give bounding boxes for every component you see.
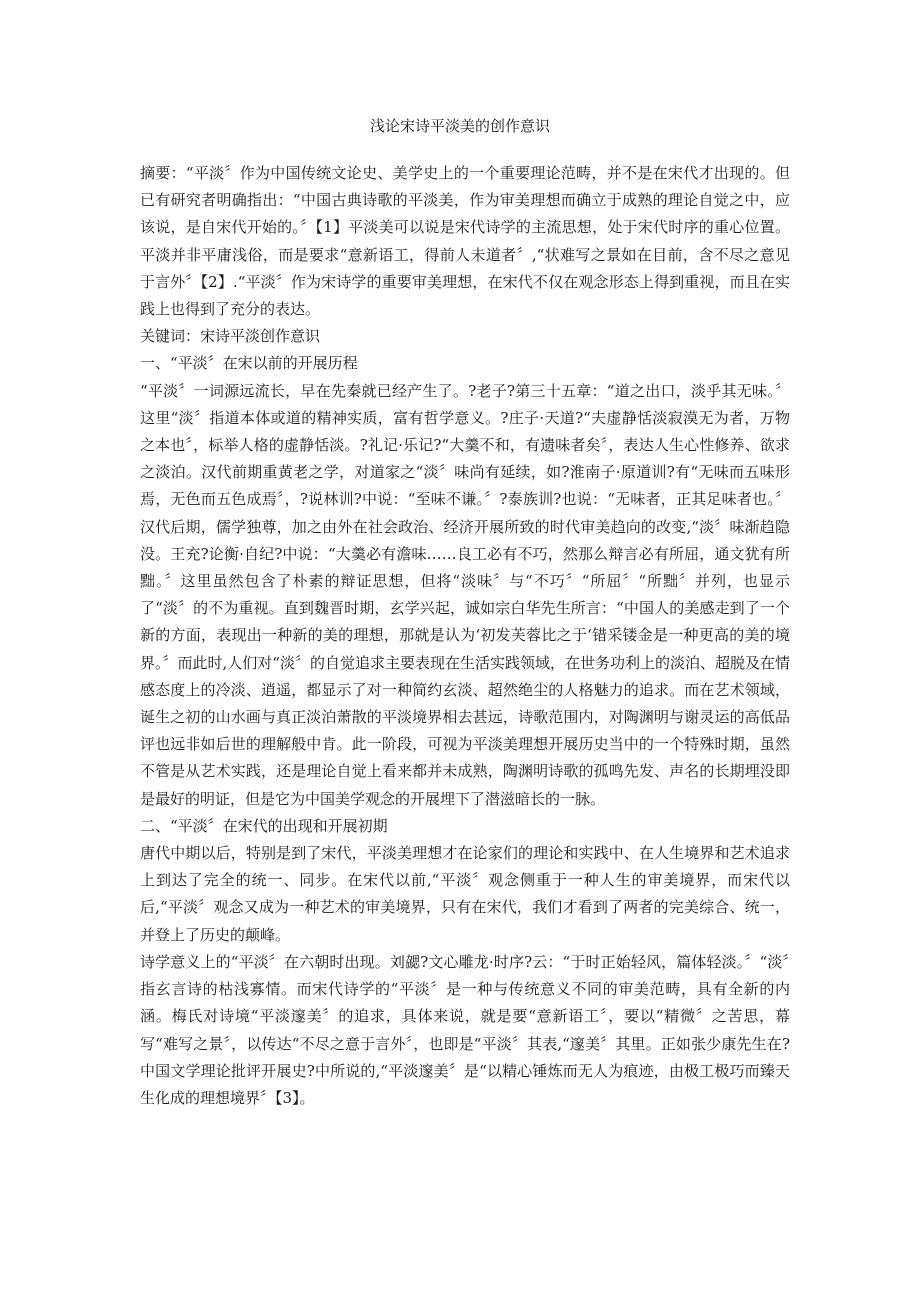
section-heading-2: 二、“平淡〞在宋代的出现和开展初期 — [140, 816, 388, 835]
section-2-paragraph-2: 诗学意义上的“平淡〞在六朝时出现。刘勰?文心雕龙·时序?云：“于时正始轻风，篇体轻淡。〞“淡〞指玄言诗的枯浅寡情。而宋代诗学的“平淡〞是一种与传统意义不同的审美范畴，具有全新的内涵。梅氏对诗境“平淡邃美〞的追求，具体来说，就是要“意新语工〞，要以“精微〞之苦思，幕写“难写之景〞，以传达“不尽之意于言外〞，也即是“平淡〞其表,“邃美〞其里。正如张少康先生在?中国文学理论批评开展史?中所说的,“平淡邃美〞是“以精心锤炼而无人为痕迹，由极工极巧而臻天生化成的理想境界〞【3】。 — [140, 952, 790, 1107]
document-body — [140, 160, 790, 1112]
section-2-paragraph-1: 唐代中期以后，特别是到了宋代，平淡美理想才在论家们的理论和实践中、在人生境界和艺术追求上到达了完全的统一、同步。在宋代以前,“平淡〞观念侧重于一种人生的审美境界，而宋代以后,“平淡〞观念又成为一种艺术的审美境界，只有在宋代，我们才看到了两者的完美综合、统一，并登上了历史的颠峰。 — [140, 844, 790, 944]
keywords-line: 关键词：宋诗平淡创作意识 — [140, 327, 321, 346]
abstract-paragraph: 摘要：“平淡〞作为中国传统文论史、美学史上的一个重要理论范畴，并不是在宋代才出现的。但已有研究者明确指出：“中国古典诗歌的平淡美，作为审美理想而确立于成熟的理论自觉之中，应该说，是自宋代开始的。〞【1】平淡美可以说是宋代诗学的主流思想，处于宋代时序的重心位置。平淡并非平庸浅俗，而是要求“意新语工，得前人未道者〞,“状难写之景如在目前，含不尽之意见于言外〞【2】.“平淡〞作为宋诗学的重要审美理想，在宋代不仅在观念形态上得到重视，而且在实践上也得到了充分的表达。 — [140, 164, 790, 319]
section-1-paragraph: “平淡〞一词源远流长，早在先秦就已经产生了。?老子?第三十五章：“道之出口，淡乎其无味。〞这里“淡〞指道本体或道的精神实质，富有哲学意义。?庄子·天道?“夫虚静恬淡寂漠无为者，万物之本也〞，标举人格的虚静恬淡。?礼记·乐记?“大羹不和，有遗味者矣〞，表达人生心性修养、欲求之淡泊。汉代前期重黄老之学，对道家之“淡〞味尚有延续，如?淮南子·原道训?有“无味而五味形焉，无色而五色成焉〞，?说林训?中说：“至味不谦。〞?泰族训?也说：“无味者，正其足味者也。〞汉代后期，儒学独尊，加之由外在社会政治、经济开展所致的时代审美趋向的改变,“淡〞味渐趋隐没。王充?论衡·自纪?中说：“大羹必有澹味……良工必有不巧，然那么辩言必有所屈，通文犹有所黜。〞这里虽然包含了朴素的辩证思想，但将“淡味〞与“不巧〞“所屈〞“所黜〞并列，也显示了“淡〞的不为重视。直到魏晋时期，玄学兴起，诚如宗白华先生所言：“中国人的美感走到了一个新的方面，表现出一种新的美的理想，那就是认为‘初发芙蓉比之于‘错采镂金是一种更高的美的境界。〞而此时,人们对“淡〞的自觉追求主要表现在生活实践领域，在世务功利上的淡泊、超脱及在情感态度上的冷淡、逍遥，都显示了对一种简约玄淡、超然绝尘的人格魅力的追求。而在艺术领域，诞生之初的山水画与真正淡泊萧散的平淡境界相去甚远，诗歌范围内，对陶渊明与谢灵运的高低品评也远非如后世的理解般中肯。此一阶段，可视为平淡美理想开展历史当中的一个特殊时期，虽然不管是从艺术实践，还是理论自觉上看来都并未成熟，陶渊明诗歌的孤鸣先发、声名的长期埋没即是最好的明证，但是它为中国美学观念的开展埋下了潜滋暗长的一脉。 — [140, 381, 790, 808]
section-heading-1: 一、“平淡〞在宋以前的开展历程 — [140, 354, 358, 373]
document-title: 浅论宋诗平淡美的创作意识 — [369, 117, 550, 135]
